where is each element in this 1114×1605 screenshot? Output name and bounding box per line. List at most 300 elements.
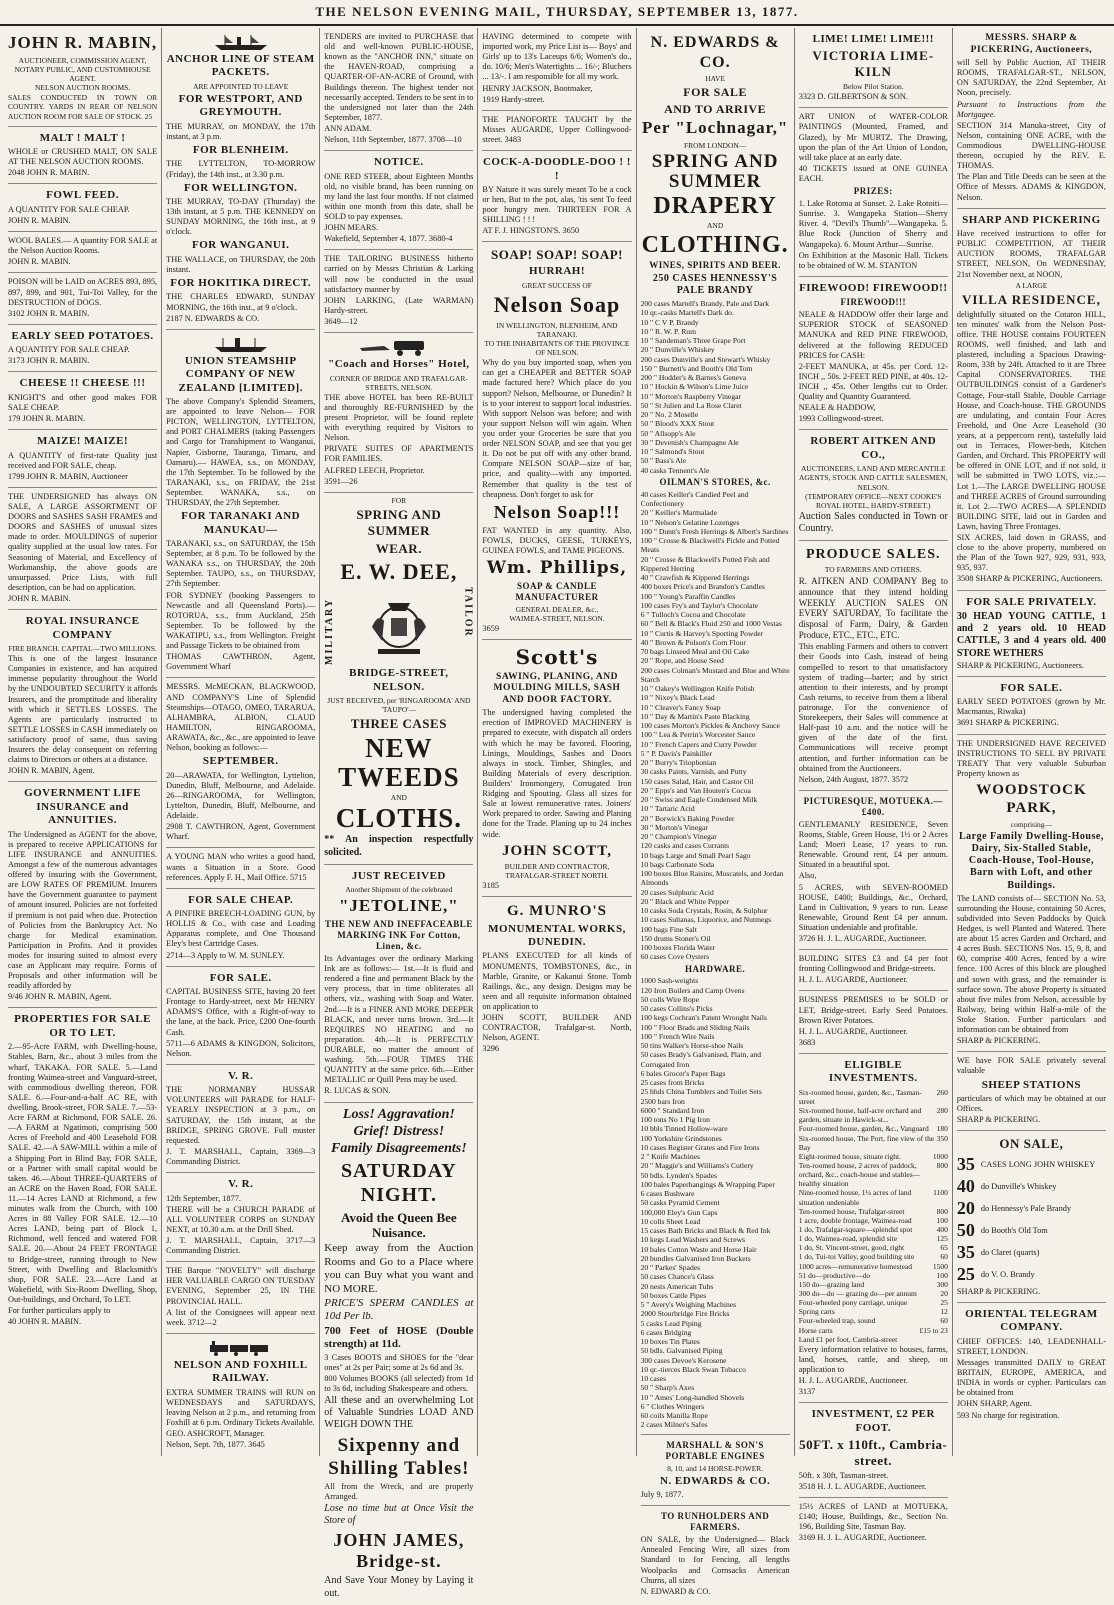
sp-heading: MESSRS. SHARP & PICKERING, Auctioneers, (970, 33, 1093, 55)
hardware-list-item: 6000 " Standard Iron (640, 1105, 705, 1115)
masthead: THE NELSON EVENING MAIL, THURSDAY, SEPTEMBER 13, 1877. (0, 0, 1114, 26)
eligible-row (799, 1307, 948, 1316)
business-site-heading: FOR SALE. (209, 971, 272, 984)
royal-heading: ROYAL INSURANCE COMPANY (25, 615, 140, 641)
business-premises-ad (799, 991, 948, 1054)
oilman-list-item: 10 " Cleaver's Fancy Soap (640, 702, 721, 712)
coach-sub: CORNER OF BRIDGE AND TRAFALGAR-STREETS, NELSON. (329, 373, 468, 392)
dee-address: BRIDGE-STREET, NELSON. (349, 667, 449, 693)
on-sale-row (957, 1220, 1106, 1242)
jetoline-sub: Another Shipment of the celebrated (345, 885, 453, 895)
hardware-list (641, 976, 790, 1429)
engines-heading: MARSHALL & SON'S PORTABLE ENGINES (665, 1439, 765, 1461)
firewood-heading: FIREWOOD! FIREWOOD!! (799, 281, 948, 294)
tailoring-signature: JOHN LARKING, (Late WARMAN) Hardy-street. (324, 295, 474, 315)
edwards-per: Per "Lochnagar," (641, 118, 789, 138)
lime-name: VICTORIA LIME-KILN (812, 48, 935, 80)
foxhill-signature: GEO. ASHCROFT, Manager. (166, 1429, 265, 1439)
eligible-row-label: Nine-roomed house, 1¼ acres of land situation undeniable (798, 1188, 912, 1207)
hardware-list-item: 100 kegs Cochran's Patent Wrought Nails (640, 1013, 767, 1023)
mabin-sub: AUCTIONEER, COMMISSION AGENT, NOTARY PUBLIC, AND CUSTOMHOUSE AGENT. (14, 55, 151, 84)
cock-ad (482, 151, 631, 242)
mcmeckan-list: 20—ARAWATA, for Wellington, Lyttelton, Dunedin, Bluff, Melbourne, and Adelaide. 26—RINGAROOMA, for Wellington, Lyttelton, Dunedin, Bluff, Melbourne, and Adelaide. (166, 770, 316, 821)
wine-list-item: 10 " Sandeman's Three Grape Port (640, 336, 746, 346)
hardware-list-item: 100,000 Eley's Gun Caps (640, 1207, 718, 1217)
hardware-list-item: 10 " Ames' Long-handled Shovels (640, 1392, 745, 1402)
oilman-list-item: 20 " Black and White Pepper (640, 896, 729, 906)
art-list: 1. Lake Rotoma at Sunset. 2. Lake Rotoiti—Sunrise. 3. Wangapeka Station—Sherry River. 4. "Devil's Thumb"—Wangapeka. 5. Blue Rock (Junction of Sherry and Wangapeka). 6. Mount Arthur—Sunrise. (798, 199, 948, 249)
wine-list-item: 40 casks Tennent's Ale (640, 465, 710, 475)
motueka-land-signature: 3169 H. J. L. AUGARDE, Auctioneer. (798, 1533, 927, 1543)
telegram-ad (957, 1303, 1106, 1426)
potato-heading: EARLY SEED POTATOES. (11, 329, 154, 342)
on-sale-row (957, 1242, 1106, 1264)
young-man-body: A YOUNG MAN who writes a good hand, wants a Situation in a Store. Good references. Apply F. H., Mail Office. 5715 (166, 852, 316, 882)
hokitika-body: THE CHARLES EDWARD, SUNDAY MORNING, the 16th inst., at 9 o'clock. (166, 292, 316, 312)
tailoring-ad (324, 250, 473, 333)
oilman-list-item: 30 " Morton's Vinegar (640, 822, 708, 832)
young-man-ad (166, 848, 315, 888)
telegram-signature: JOHN SHARP, Agent. (956, 1399, 1032, 1409)
cheese-heading: CHEESE !! CHEESE !!! (19, 377, 146, 390)
govt-insurance-ad (8, 782, 157, 1008)
malt-heading: MALT ! MALT ! (39, 131, 126, 144)
gun-body: A PINFIRE BREECH-LOADING GUN, by HOLLIS & Co., with case and Loading Apparatus complete, and One Thousand Eley's best Cartridge Cases. (166, 909, 316, 949)
john-james-ad (324, 1103, 473, 1605)
produce-note: This enabling Farmers and others to convert their Goods into Cash, instead of being compelled to resort to that unsatisfactory system of trading—barter; and by strict attention to their interests, and by prompt Cash returns, to receive from them a liberal patronage. For the convenience of Storekeepers, their Sales will commence at Half-past 10 a.m. and the notice will be given of the date of the first. Communications will receive prompt attention, and further information can be obtained from the Auctioneers. (798, 642, 948, 773)
soap-success: GREAT SUCCESS OF (522, 280, 592, 290)
scotts-mills-ad (482, 640, 631, 897)
oilman-list-item: 200 cases Colman's Mustard and Blue and White Starch (640, 665, 790, 684)
soap-to: TO THE INHABITANTS OF THE PROVINCE OF NELSON. (484, 338, 630, 358)
foxhill-date: Nelson, Sept. 7th, 1877. 3645 (166, 1440, 265, 1450)
eligible-row (799, 1152, 948, 1161)
dee-spring: SPRING AND SUMMER (356, 506, 442, 538)
art-union-ad (799, 108, 948, 277)
produce-heading: PRODUCE SALES. (805, 547, 941, 563)
royal-insurance-ad (8, 610, 157, 782)
munro-ad (482, 897, 631, 1059)
lime-sub: Below Pilot Station. (842, 82, 904, 92)
motueka-heading: PICTURESQUE, MOTUEKA.—£400. (803, 795, 943, 817)
jetoline-desc: THE NEW AND INEFFACEABLE MARKING INK For Cotton, Linen, &c. (324, 919, 473, 952)
hardware-list-item: 100 Yorkshire Grindstones (640, 1133, 722, 1143)
art-exhibition: On Exhibition at the Masonic Hall. Tickets to be obtained of W. M. STANTON (798, 250, 948, 270)
notice-signature: JOHN MEARS. (324, 223, 379, 233)
save-line: And Save Your Money by Laying it out. (324, 1575, 474, 1599)
eligible-row-price: 350 (936, 1133, 948, 1143)
eligible-row (799, 1106, 948, 1124)
soap-name: Nelson Soap (493, 291, 621, 317)
sp-mortgage: Pursuant to Instructions from the Mortgagee. (956, 99, 1106, 119)
hardware-heading: HARDWARE. (685, 963, 746, 974)
scott-body: The undersigned having completed the erection of IMPROVED MACHINERY is prepared to execute, with dispatch all orders with which he may be favored. Flooring, Linings, Mouldings, Sashes and Doors always in stock. Timber, Shingles, and Building Materials of every description. Builders' Ironmongery, Corrugated Iron Ridging and Spouting. Glass all sizes for Sale at lowest remunerative rates. Joiners' Work prepared to order. Sawing and Planing done for the Trade. Planing up to 24 inches wide. (482, 708, 632, 839)
dee-and: AND (390, 793, 407, 802)
art-body: ART UNION of WATER-COLOR PAINTINGS (Mounted, Framed, and Glazed), by Mr MURTZ. The Drawing, upon the plan of the Art Union of London, will take place at an early date. (798, 112, 948, 162)
jetoline-body: Its Advantages over the ordinary Marking Ink are as follows:— 1st.—It is fluid and rendered a fine and permanent Black by the very process, that in time obliterates all others, viz., washing with Soap and Water. 2nd.—It is a FINER AND MORE DEEPER BLACK, and never turns brown. 3rd.—It REQUIRES NO HEATING and no preparation. 4th.—It is PERFECTLY DURABLE, no matter the amount of washing. 5th.—FOUR TIMES THE QUANTITY at the same price. 6th.—Either METALLIC or Quill Pens may be used. (324, 954, 474, 1085)
malt-signature: 2048 JOHN R. MABIN. (8, 168, 90, 178)
on-sale-quantity: 20 (956, 1198, 975, 1219)
wine-list-item: 10 " C V P. Brandy (640, 317, 699, 327)
aitken-sub: AUCTIONEERS, LAND AND MERCANTILE AGENTS, STOCK AND CATTLE SALESMEN, NELSON. (798, 464, 948, 492)
eligible-investments-ad (799, 1054, 948, 1403)
sheep-heading: SHEEP STATIONS (981, 1078, 1082, 1091)
hardware-list-item: 50 " Sharp's Axes (640, 1383, 695, 1393)
anchor-line-ad (166, 28, 315, 330)
train-icon (206, 1339, 276, 1357)
scott-signature-2: BUILDER AND CONTRACTOR, TRAFALGAR-STREET NORTH. (504, 861, 610, 881)
eligible-row (799, 1298, 948, 1307)
hardware-list-item: 25 cases from Bricks (640, 1078, 705, 1088)
eligible-heading: ELIGIBLE INVESTMENTS. (828, 1059, 918, 1085)
business-site-ad (166, 967, 315, 1065)
mcmeckan-ad (166, 678, 315, 848)
dee-for: FOR (391, 495, 407, 505)
potato-body: A QUANTITY FOR SALE CHEAP. (8, 345, 130, 355)
runholders-signature: N. EDWARD & CO. (640, 1586, 711, 1596)
loss-line-2: Family Disagreements! (330, 1140, 467, 1156)
hardware-list-item: 2500 bars Iron (640, 1096, 685, 1106)
novelty-footer: A list of the Consignees will appear next week. 3712—2 (166, 1307, 316, 1327)
properties-footer: For further particulars apply to (8, 1306, 111, 1316)
munro-body: PLANS EXECUTED for all kinds of MONUMENTS, TOMBSTONES, &c., in Marble, Granite, or Kakanui Stone. Tomb Railings, &c., any design. Designs may be seen and all requisite information obtained on application to (482, 951, 632, 1012)
oilman-list-item: 100 boxes Blue Raisins, Muscatels, and Jordan Almonds (640, 869, 784, 888)
phillips-sub: SOAP & CANDLE MANUFACTURER (515, 580, 599, 602)
sites-body: BUILDING SITES £3 and £4 per foot fronting Collingwood and Bridge-streets. (798, 954, 948, 974)
edwards-arrive: AND TO ARRIVE (664, 101, 767, 116)
private-signature: SHARP & PICKERING, Auctioneers. (956, 660, 1084, 670)
aitken-address: (TEMPORARY OFFICE—NEXT COOKE'S ROYAL HOTEL, HARDY-STREET.) (805, 491, 942, 510)
hussar-body: THE NORMANBY HUSSAR VOLUNTEERS will PARADE for HALF-YEARLY INSPECTION at 3 p.m., on SATURDAY, the 15th instant, at the BRIDGE, SPRING GROVE. Full muster requested. (166, 1085, 316, 1145)
mabin-rooms: NELSON AUCTION ROOMS. (34, 83, 131, 93)
fowl-heading: FOWL FEED. (46, 189, 119, 202)
eligible-row-price: £15 to 23 (919, 1325, 948, 1335)
eligible-row-label: Spring carts (798, 1307, 835, 1317)
oilman-list-item: 10 casks Soda Crystals, Rosin, & Sulphur (640, 906, 768, 915)
soap-heading: SOAP! SOAP! SOAP! (490, 247, 623, 263)
clothing: CLOTHING. (641, 231, 789, 258)
wine-list-item: 50 " St Julien and La Rose Claret (640, 400, 742, 410)
jetoline-ad (324, 865, 473, 1103)
eligible-row-price: 180 (936, 1124, 948, 1134)
tenders-signature: ANN ADAM. (324, 123, 372, 133)
dee-three-cases: THREE CASES (350, 716, 447, 732)
properties-heading: PROPERTIES FOR SALE OR TO LET. (14, 1013, 151, 1039)
eligible-row (799, 1134, 948, 1152)
doors-body: THE UNDERSIGNED has always ON SALE, A LARGE ASSORTMENT OF DOORS and SASHES SASH FRAMES and DOORS and SASHES of unusual sizes made to order. MOULDINGS of superior quality supplied at the usual low rates. For Seasoning of Material, and Excellency of Workmanship, the above goods are unsurpassed. Price Lists, with full description, can be had on application. (8, 491, 158, 592)
motueka-body: GENTLEMANLY RESIDENCE, Seven Rooms, Stable, Green House, 1½ or 2 Acres Land; Moeri Lease, 17 years to run. Renewable. Ground rent, £4 per annum. Situated in a beautiful spot. (798, 819, 948, 870)
coach-icon (354, 338, 444, 356)
oilman-list-item: 40 cases Keiller's Candied Peel and Confectionery (640, 489, 749, 508)
on-sale-row (957, 1264, 1106, 1286)
oilman-list-item: 100 cases Fry's and Taylor's Chocolate (640, 600, 758, 610)
hardware-list-item: 100 bales Paperhangings & Wrapping Paper (640, 1179, 775, 1189)
neale-body: NEALE & HADDOW offer their large and SUPERIOR STOCK of SEASONED MANUKA and RED PINE FIREWOOD, delivered at the following REDUCED PRICES for CASH: (798, 310, 948, 360)
eligible-row (799, 1234, 948, 1243)
oilman-list-item: 100 " Dunn's Fresh Herrings & Albert's Sardines (640, 526, 789, 536)
oilman-list-item: 150 drums Stoner's Oil (640, 933, 711, 943)
eligible-row-price: 25 (940, 1298, 948, 1308)
oilman-list-item: 10 " Nixey's Black Lead (640, 693, 715, 703)
oilman-list-item: 70 bags Linseed Meal and Oil Cake (640, 647, 750, 656)
columns (0, 26, 1114, 1599)
eligible-row-price: 60 (940, 1316, 948, 1326)
hardware-list-item: 50 cases Brady's Galvanised, Plain, and Corrugated Iron (640, 1050, 762, 1069)
on-sale-row (957, 1154, 1106, 1176)
royal-signature: JOHN R. MABIN, Agent. (8, 766, 95, 776)
anchor-heading: ANCHOR LINE OF STEAM PACKETS. (166, 53, 315, 79)
eligible-row-label: Four-wheeled trap, sound (798, 1316, 876, 1326)
wanganui-body: THE WALLACE, on THURSDAY, the 20th instant. (166, 254, 316, 274)
oilman-list-item: 40 " Crawfish & Kippered Herrings (640, 573, 750, 582)
art-prizes: PRIZES: (853, 186, 893, 197)
malt-body: WHOLE or CRUSHED MALT, ON SALE AT THE NELSON AUCTION ROOMS. (8, 147, 158, 167)
eligible-row (799, 1271, 948, 1280)
column-3 (320, 28, 478, 1599)
oilman-list-item: 10 " Tartaric Acid (640, 804, 695, 814)
eligible-row-price: 12 (940, 1307, 948, 1317)
hardware-list-item: 20 " Maggie's and Williams's Cutlery (640, 1161, 754, 1171)
oilman-list-item: 30 casks Paints, Varnish, and Putty (640, 767, 747, 777)
hardware-list-item: 1000 Sash-weights (640, 976, 699, 986)
foxhill-railway-ad (166, 1334, 315, 1455)
oilman-list-item: 20 " Crosse & Blackwell's Potted Fish and Kippered Herring (640, 554, 770, 573)
on-sale-heading: ON SALE, (999, 1136, 1064, 1152)
produce-sales-ad (799, 541, 948, 791)
coach-signature: ALFRED LEECH, Proprietor. (324, 465, 425, 475)
bootmaker-number: 1919 Hardy-street. (482, 94, 545, 104)
church-letter: V. R. (228, 1178, 254, 1191)
hardware-list-item: 6 cases Bridging (640, 1327, 692, 1337)
church-body: THERE will be a CHURCH PARADE of ALL VOLUNTEER CORPS on SUNDAY NEXT, at 10.30 a.m. at the Drill Shed. (166, 1204, 316, 1234)
seed-signature: 3691 SHARP & PICKERING. (956, 718, 1059, 728)
motueka-also: Also, (798, 871, 817, 881)
hardware-list-item: 50 tins Walker's Horse-shoe Nails (640, 1041, 744, 1051)
soap-body: Why do you buy imported soap, when you can get a CHEAPER and BETTER SOAP made factured here? Which place do you support? Nelson, Melbourne, or Dunedin? It is to your interest to support local industries. With support Nelson was before; and with your support Nelson will win again. When you order your Groceries be sure that you order NELSON SOAP, and see that you get it. Do not be put off with any other brand. Compare NELSON SOAP—size of bar, price, and quality—with any imported. Remember that quality is the test of cheapness. Don't forget to ask for (482, 358, 632, 499)
notice-heading: NOTICE. (374, 156, 424, 169)
eligible-row-price: 60 (940, 1252, 948, 1262)
eligible-row-price: 100 (936, 1270, 948, 1280)
union-body: The above Company's Splendid Steamers, are appointed to leave Nelson— FOR PICTON, WELLINGTON, LYTTELTON, and PORT CHALMERS (taking Passengers and Cargo for Transhipment to Wanganui, Napier, Gisborne, Tauranga, Timaru, and Oamaru).— HAWEA, s.s., on MONDAY, the 17th September. To be followed by the TARANAKI, s.s., on FRIDAY, the 21st September. WANAKA, s.s., on THURSDAY, the 27th September. (166, 397, 316, 508)
hennessy-line: 250 CASES HENNESSY'S PALE BRANDY (652, 272, 778, 296)
lose-line: Lose no time but at Once Visit the Store of (324, 1503, 474, 1527)
edwards-name: N. EDWARDS & CO. (650, 34, 780, 71)
on-sale-item: do Claret (quarts) (980, 1247, 1040, 1257)
villa-six: SIX ACRES, laid down in GRASS, and close to the above property, numbered on the Plan of the Town 927, 929, 931, 933, 935, 937. (956, 533, 1106, 573)
oilman-list-item: 20 " Borwick's Baking Powder (640, 813, 735, 823)
wine-list-item: 10 " Morton's Raspberry Vinegar (640, 391, 742, 401)
scott-name: Scott's (515, 645, 599, 670)
boots-line: 3 Cases BOOTS and SHOES for the "dear ones" at 2s per Pair; some at 2s 6d and 3s. (324, 1352, 474, 1372)
villa-heading: VILLA RESIDENCE, (962, 291, 1101, 307)
hardware-list-item: 10 colls Sheet Lead (640, 1216, 701, 1226)
runholders-body: ON SALE, by the Undersigned— Black Annealed Fencing Wire, all sizes from Standard to for Fencing, all lengths Woolpacks and Cornsacks American Churns, all sizes (640, 1535, 790, 1585)
oilman-list-item: 40 " Brown & Polson's Corn Flour (640, 637, 746, 647)
aitken-ad (799, 430, 948, 541)
investment-sub: 50ft. x 30ft, Tasman-street. (798, 1470, 889, 1480)
royal-sub: FIRE BRANCH. CAPITAL—TWO MILLIONS. (8, 643, 157, 653)
hokitika-signature: 2187 N. EDWARDS & CO. (166, 313, 260, 323)
tailoring-number: 3649—12 (324, 317, 358, 327)
soap-hurrah: HURRAH! (528, 265, 586, 278)
pianoforte-ad (482, 111, 631, 151)
wine-list-item: 50 " Allsopp's Ale (640, 428, 696, 438)
coach-number: 3591—26 (324, 476, 358, 486)
soap-in: IN WELLINGTON, BLENHEIM, AND TARANAKI. (496, 320, 618, 339)
poison-body: POISON will be LAID on ACRES 893, 895, 897, 899, and 901, Tui-Toi Valley, for the DESTRUCTION of DOGS. (8, 277, 158, 307)
dee-tailor-label: TAILOR (462, 587, 474, 639)
hardware-list-item: 6 " Clothes Wringers (640, 1401, 705, 1411)
wine-list-item: 20 " No. 2 Moselle (640, 410, 699, 420)
gun-sale-ad (166, 889, 315, 967)
seed-heading: FOR SALE. (1000, 681, 1063, 694)
edwards-have: HAVE (705, 74, 726, 84)
premises-signature: H. J. L. AUGARDE, Auctioneer. (798, 1026, 908, 1036)
on-sale-quantity: 25 (956, 1263, 975, 1284)
eligible-row-label: Eight-roomed house, situate right. (798, 1151, 901, 1161)
seed-potatoes-ad (957, 677, 1106, 735)
fowl-body: A QUANTITY FOR SALE CHEAP. (8, 204, 130, 214)
eligible-list (799, 1088, 948, 1344)
foxhill-body: EXTRA SUMMER TRAINS will RUN on WEDNESDAYS and SATURDAYS, leaving Nelson at 2 p.m., and returning from Foxhill at 6 p.m. Ordinary Tickets Available. (166, 1387, 316, 1427)
oilman-list-item: 100 " Crosse & Blackwell's Pickle and Potted Meats (640, 536, 780, 555)
tenders-body: TENDERS are invited to PURCHASE that old and well-known PUBLIC-HOUSE, known as the "ANCHOR INN," situate on the HAVEN-ROAD, comprising a QUARTER-OF-AN-ACRE of Ground, with Buildings thereon. The highest tender not necessarily accepted. Tenders to be sent in to the undersigned not later than the 24th September, 1877. (324, 32, 474, 122)
eligible-row-price: 260 (936, 1087, 948, 1097)
eligible-row (799, 1326, 948, 1335)
wine-list-item: 200 cases Martell's Brandy, Pale and Dark (640, 299, 770, 309)
properties-ad (8, 1008, 157, 1332)
sheep-signature: SHARP & PICKERING. (956, 1115, 1041, 1125)
eligible-row-price: 400 (936, 1224, 948, 1234)
oilman-list (641, 490, 790, 962)
oilman-list-item: 10 " Oakey's Wellington Knife Polish (640, 684, 755, 693)
column-6 (795, 28, 953, 1543)
union-heading: UNION STEAMSHIP COMPANY OF NEW ZEALAND [LIMITED]. (178, 354, 303, 394)
tailoring-body: THE TAILORING BUSINESS hitherto carried on by Messrs Christian & Larking will now be conducted in the usual satisfactory manner by (324, 254, 474, 294)
loss-line-1: Loss! Aggravation! Grief! Distress! (342, 1106, 455, 1139)
hardware-list-item: 6 cases Bushware (640, 1189, 695, 1199)
hardware-list-item: 5 casks Lead Piping (640, 1318, 702, 1328)
tenders-date: Nelson, 11th September, 1877. 3708—10 (324, 135, 462, 145)
engines-sub: 8, 10, and 14 HORSE-POWER. (667, 1463, 764, 1473)
on-sale-signature: SHARP & PICKERING. (956, 1286, 1041, 1296)
munro-sub: MONUMENTAL WORKS, DUNEDIN. (488, 922, 626, 949)
oilman-list-item: 10 " Nelson's Gelatine Lozenges (640, 517, 740, 527)
neale-signature: NEALE & HADDOW, (798, 403, 876, 413)
saturday-night: SATURDAY NIGHT. (340, 1159, 457, 1207)
oilman-list-item: 400 boxes Price's and Brandon's Candles (640, 582, 765, 592)
motueka-signature: 3726 H. J. L. AUGARDE, Auctioneer. (798, 934, 927, 944)
on-sale-quantity: 35 (956, 1241, 975, 1262)
notice-body: ONE RED STEER, about Eighteen Months old, no visible brand, has been running on my land the last four months. If not claimed within one month from this date, shall be SOLD to pay expenses. (324, 171, 474, 222)
novelty-ad (166, 1262, 315, 1334)
cheese-signature: 179 JOHN R. MABIN. (8, 414, 86, 424)
eligible-row-label: Land £1 per foot, Cambria-street (798, 1334, 898, 1344)
wines-heading: WINES, SPIRITS AND BEER. (649, 259, 782, 270)
dee-tailor-ad (324, 493, 473, 865)
eligible-row-label: 300 do—do — grazing do—per annum (798, 1288, 917, 1298)
notice-ad (324, 151, 473, 250)
candles-line: PRICE'S SPERM CANDLES at 10d Per lb. (324, 1296, 474, 1323)
lime-signature: 3323 D. GILBERTSON & SON. (798, 92, 908, 102)
oilman-list-item: 10 " Curtis & Harvey's Sporting Powder (640, 628, 764, 638)
royal-crest-icon (364, 591, 434, 661)
potato-ad (8, 325, 157, 373)
steamship-icon (211, 335, 271, 353)
villa-body: delightfully situated on the Cotaron HILL, ten minutes' walk from the Nelson Post-office. THE HOUSE contains FOURTEEN ROOMS, well finished, and lath and plastered, including a Spacious Drawing-Room, 33ft by 24ft. Attached to it are Three Capital CONSERVATORIES. THE OUTBUILDINGS consist of a Gardener's Cottage, Four-stall Stable, Double Carriage House, and Coach-house. THE GROUNDS are undulating, and contain Four Acres Freehold, and One Acre Leasehold (30 years, at a peppercorn rent), tastefully laid out in Terraces, Flower-beds, Kitchen Garden, and Orchard. This PROPERTY will be offered in ONE LOT, and if not sold, it will be submitted in TWO LOTS, viz.:— Lot 1.—The LARGE DWELLING HOUSE and THREE ACRES of Ground surrounding it. Lot 2.—TWO ACRES—A SPLENDID BUILDING SITE, laid out in Garden and Lawn, having Three Frontages. (956, 309, 1106, 531)
hardware-list-item: 15 cases Bath Bricks and Black & Red Ink (640, 1226, 771, 1236)
scott-sub: SAWING, PLANING, AND MOULDING MILLS, SASH AND DOOR FACTORY. (493, 671, 621, 705)
hardware-list-item: 50 casks Pyramid Cement (640, 1198, 720, 1208)
fowl-signature: JOHN R. MABIN. (8, 215, 71, 225)
church-parade-ad (166, 1173, 315, 1262)
wellington-body: THE MURRAY, TO-DAY (Thursday) the 13th instant, at 5 p.m. THE KENNEDY on SUNDAY MORNING, the 16th inst., at 9 o'clock. (166, 197, 316, 237)
royal-body: This is one of the largest Insurance Companies in existence, and has acquired immense popularity throughout the World by the UNDOUBTED SECURITY it affords Insurers, and the promptitude and liberality with which it SETTLES LOSSES. The Agents are particularly instructed to SETTLE LOSSES in CASH immediately on satisfactory proof of same, thus saving Insurers the delay consequent on referring claims to Directors or others at a distance. (8, 654, 158, 765)
oilman-list-item: 20 " Epps's and Van Houten's Cocoa (640, 785, 751, 795)
coach-suites: PRIVATE SUITES OF APARTMENTS FOR FAMILIES. (324, 444, 474, 464)
gun-signature: 2714—3 Apply to W. M. SUNLEY. (166, 950, 285, 960)
on-sale-quantity: 40 (956, 1176, 975, 1197)
govt-heading: GOVERNMENT LIFE INSURANCE and ANNUITIES. (24, 787, 142, 827)
govt-signature: 9/46 JOHN R. MABIN, Agent. (8, 992, 112, 1002)
nelson-soap-ad (482, 242, 631, 640)
eligible-row-label: Four-roomed house, garden, &c., Vanguard (798, 1124, 929, 1134)
eligible-row (799, 1207, 948, 1216)
eligible-row-price: 1000 (932, 1151, 948, 1161)
maize-body: A QUANTITY of first-rate Quality just received and FOR SALE, cheap. (8, 450, 158, 470)
on-sale-list (957, 1154, 1106, 1286)
dee-military-label: MILITARY (324, 598, 336, 666)
oilman-list-item: 100 bags Fine Salt (640, 924, 697, 934)
oilman-list-item: 150 cases Salad, Hair, and Castor Oil (640, 776, 754, 786)
properties-signature: 40 JOHN R. MABIN. (8, 1317, 82, 1327)
hardware-list-item: 10 cases Register Grates and Fire Irons (640, 1142, 760, 1152)
dee-name: E. W. DEE, (340, 558, 458, 584)
jetoline-name: "JETOLINE," (338, 896, 459, 916)
eligible-row-label: Horse carts (798, 1325, 833, 1335)
coach-heading: "Coach and Horses" Hotel, (328, 358, 470, 371)
hardware-list-item: 10 boxes Tin Plates (640, 1337, 700, 1347)
woodstock-comprising: comprising— (1010, 819, 1053, 829)
scott-signature: JOHN SCOTT, (502, 842, 612, 859)
wool-ad (8, 232, 157, 273)
mcmeckan-month: SEPTEMBER. (202, 755, 279, 768)
hardware-list-item: 2 cases Milner's Safes (640, 1420, 708, 1430)
oilman-list-item: 120 casks and cases Currants (640, 841, 730, 851)
aitken-name: ROBERT AITKEN AND CO., (810, 435, 937, 461)
column-7 (953, 28, 1110, 1456)
woodstock-land: The LAND consists of— SECTION No. 53, surrounding the House, containing 50 Acres, subdivided into Seven Paddocks by Quick Hedges, is well Planted and Watered. There are about 15 acres Garden and Orchard, and 4 acres Bush. SECTIONS Nos. 15, 9, 8, and 60, comprise 400 Acres, fenced by a wire fence. 100 Acres of this block are ploughed and sown with grass, and the remainder is surface sown. The above Property is situated about five miles from Nelson, accessible by Railway, being within Half-a-mile of the Stoke Station. Further particulars and information can be obtained from (956, 893, 1106, 1035)
oilman-list-item: 5 " P. Davis's Painkiller (640, 748, 712, 758)
mabin-ad (8, 28, 157, 127)
investment-ad (799, 1403, 948, 1498)
oilman-list-item: 20 " Rope, and House Seed (640, 656, 724, 666)
edwards-ad (641, 28, 790, 1435)
motueka-land-body: 15½ ACRES of LAND at MOTUEKA, £140; House, Buildings, &c., Section No. 196, Building Site, Tasman Bay. (798, 1502, 948, 1532)
oilman-list-item: 10 bags Carbonate Soda (640, 859, 715, 869)
wanganui-heading: FOR WANGANUI. (192, 239, 290, 252)
wine-list-item: 10 " R. W. P. Rum (640, 326, 696, 336)
blenheim-body: THE LYTTELTON, TO-MORROW (Friday), the 14th inst., at 3.30 p.m. (166, 159, 316, 179)
sundries-line: All these and an overwhelming Lot of Valuable Sundries LOAD AND WEIGH DOWN THE (324, 1395, 474, 1431)
eligible-footer: Every information relative to houses, farms, land, horses, cattle, and sheep, on application to (798, 1344, 948, 1374)
oilman-list-item: 6 " Tulloch's Cocoa and Chocolate (640, 610, 746, 619)
sixpenny-tables: Sixpenny and Shilling Tables! (328, 1434, 470, 1479)
neale-number: 1993 Collingwood-street. (798, 414, 884, 424)
art-tickets: 40 TICKETS issued at ONE GUINEA EACH. (798, 163, 948, 184)
eligible-row-label: 1 acre, double frontage, Waimea-road (798, 1215, 912, 1225)
produce-body: R. AITKEN AND COMPANY Beg to announce that they intend holding WEEKLY AUCTION SALES ON EVERY SATURDAY, To facilitate the disposal of Farm, Dairy, & Garden Produce, ETC., ETC., ETC. (798, 575, 948, 641)
